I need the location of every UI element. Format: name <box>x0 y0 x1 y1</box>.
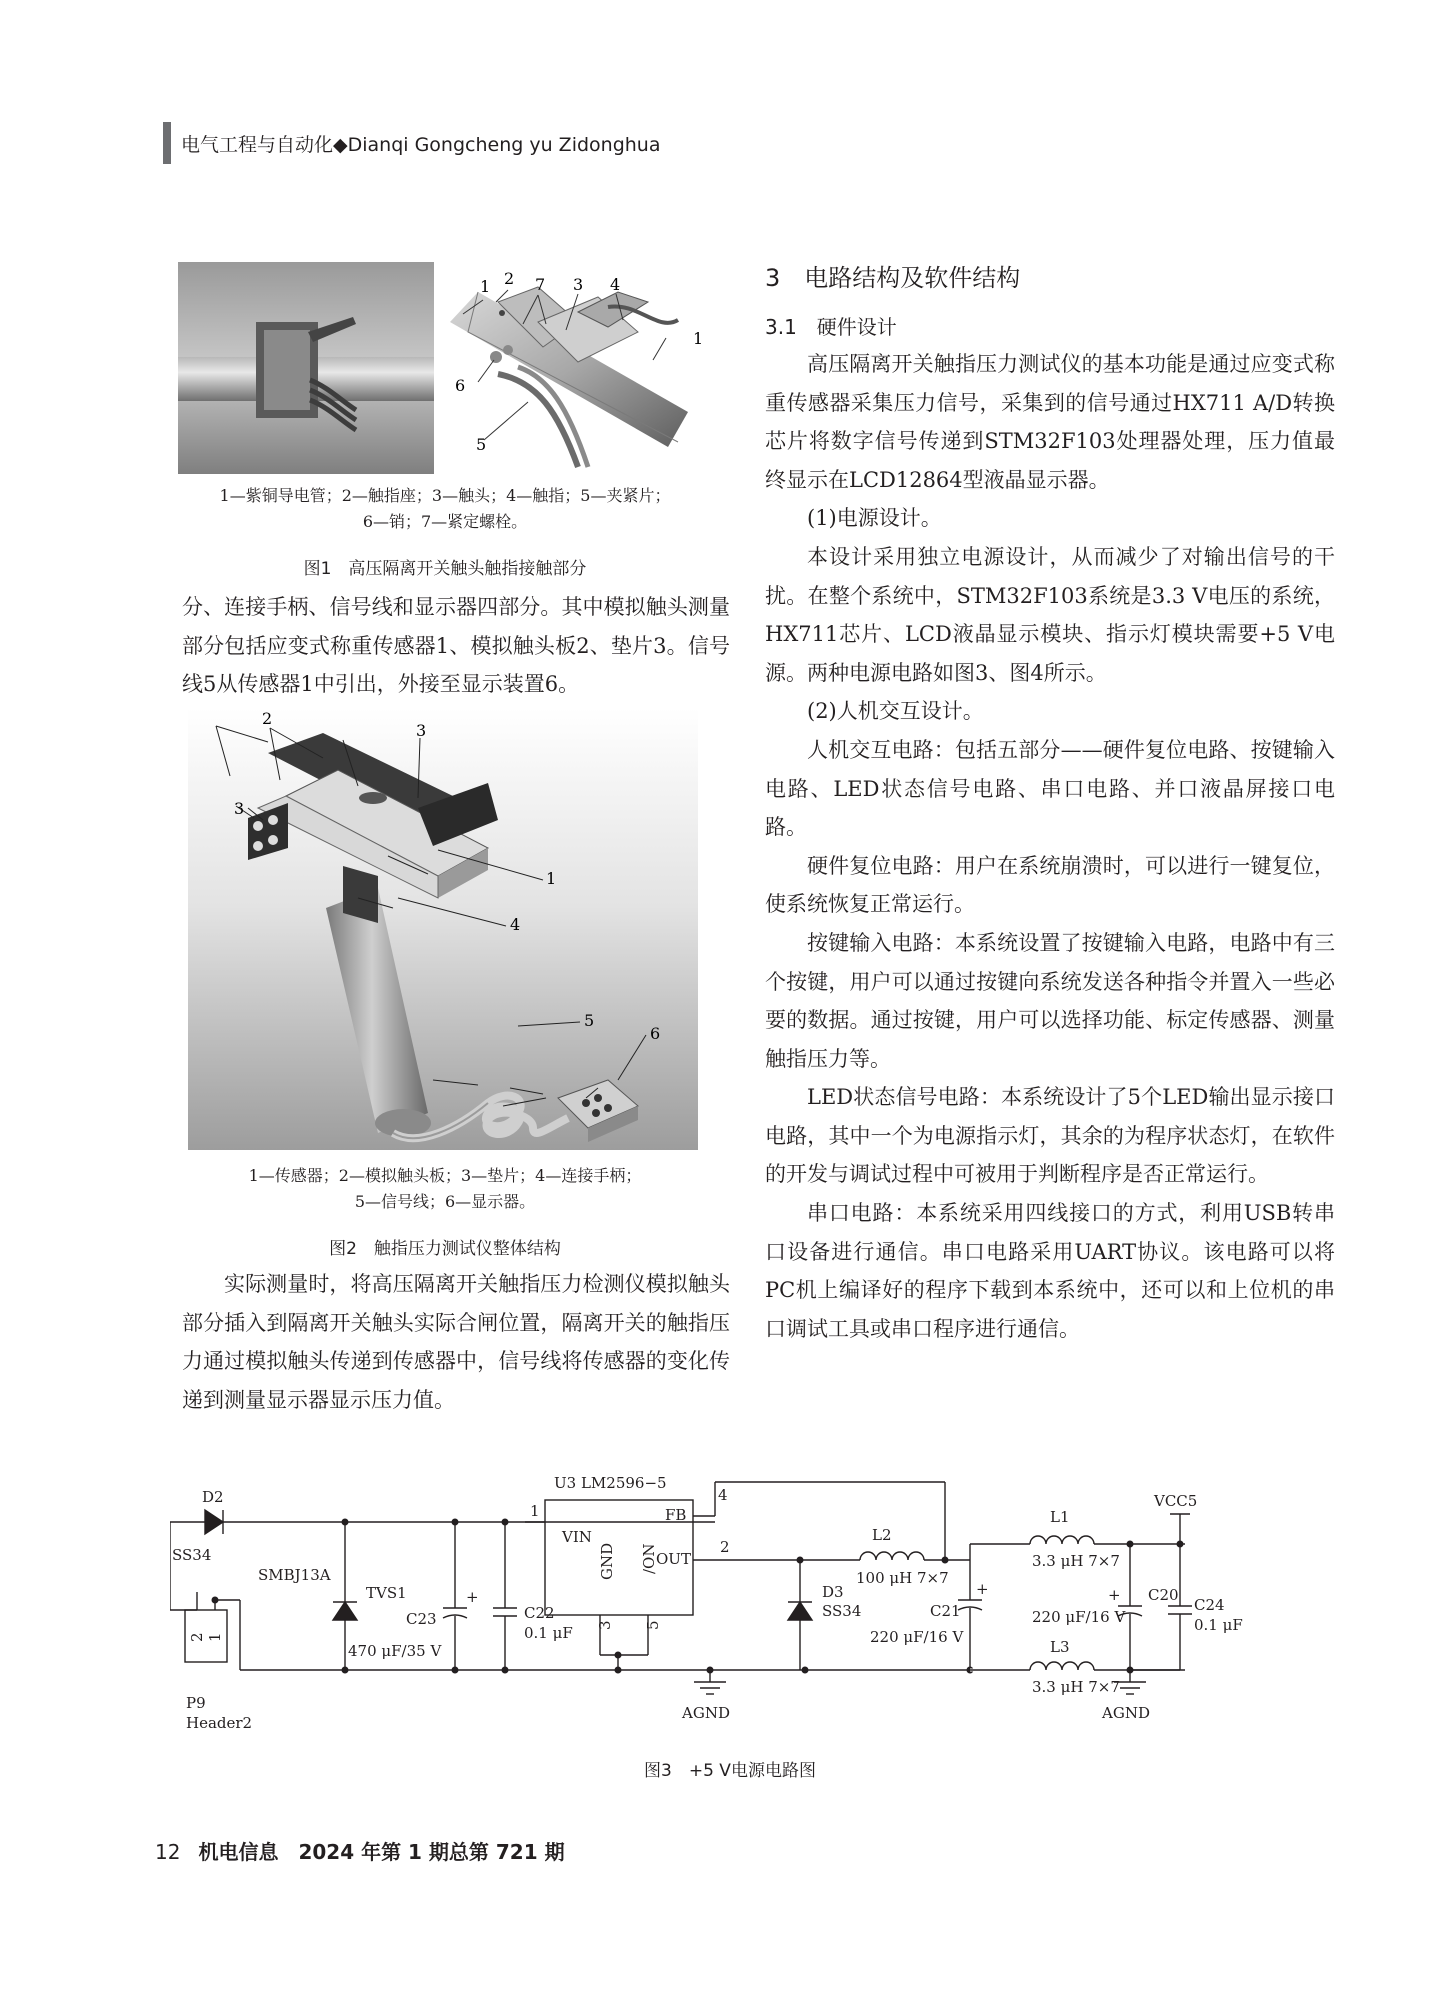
label-c21-value: 220 μF/16 V <box>870 1628 964 1646</box>
right-paragraph-9: 串口电路：本系统采用四线接口的方式，利用USB转串口设备进行通信。串口电路采用UART协议。该电路可以将PC机上编译好的程序下载到本系统中，还可以和上位机的串口调试工具或串口程序进行通信。 <box>765 1201 1335 1341</box>
label-p9: P9 <box>186 1694 206 1712</box>
label-l3-value: 3.3 μH 7×7 <box>1032 1678 1120 1696</box>
right-paragraph-6: 硬件复位电路：用户在系统崩溃时，可以进行一键复位，使系统恢复正常运行。 <box>765 853 1335 917</box>
figure3-caption: 图3 +5 V电源电路图 <box>644 1761 816 1781</box>
label-c20-plus: + <box>1108 1586 1121 1604</box>
figure1-caption: 图1 高压隔离开关触头触指接触部分 <box>303 559 587 579</box>
label-smbj13a: SMBJ13A <box>258 1566 331 1584</box>
subsection-3-1-heading: 3.1 硬件设计 <box>765 315 897 339</box>
ground-symbol-1 <box>694 1670 726 1694</box>
label-on: /ON <box>640 1543 658 1574</box>
fig1-label-7: 7 <box>535 275 546 294</box>
label-d3: D3 <box>822 1583 844 1601</box>
inductor-l2 <box>860 1552 924 1560</box>
label-l3: L3 <box>1050 1638 1070 1656</box>
label-gnd: GND <box>598 1542 616 1580</box>
label-pin4: 4 <box>718 1486 728 1504</box>
fig2-label-3b: 3 <box>234 799 245 818</box>
label-c23: C23 <box>406 1610 437 1628</box>
fig2-label-1: 1 <box>546 869 557 888</box>
figure1-note <box>160 483 730 535</box>
regulator-u3 <box>525 1500 715 1670</box>
figure1-note-line1: 1—紫铜导电管；2—触指座；3—触头；4—触指；5—夹紧片； <box>219 486 671 505</box>
left-paragraph-1: 分、连接手柄、信号线和显示器四部分。其中模拟触头测量部分包括应变式称重传感器1、模拟触头板2、垫片3。信号线5从传感器1中引出，外接至显示装置6。 <box>182 595 730 697</box>
figure3-circuit <box>170 1470 1330 1742</box>
fig1-label-4: 4 <box>610 275 621 294</box>
label-vin: VIN <box>562 1528 592 1546</box>
figure2-leaders <box>188 708 698 1150</box>
label-fb: FB <box>665 1506 687 1524</box>
label-vcc5: VCC5 <box>1154 1492 1198 1510</box>
header-p9 <box>170 1592 240 1662</box>
label-agnd-1: AGND <box>682 1704 730 1722</box>
diode-d3 <box>788 1560 812 1670</box>
right-paragraph-3: 本设计采用独立电源设计，从而减少了对输出信号的干扰。在整个系统中，STM32F103系统是3.3 V电压的系统，HX711芯片、LCD液晶显示模块、指示灯模块需要+5 V电源。两种电源电路如图3、图4所示。 <box>765 544 1335 685</box>
fig2-label-4: 4 <box>510 915 521 934</box>
label-c23-plus: + <box>466 1588 479 1606</box>
label-c23-value: 470 μF/35 V <box>348 1642 442 1660</box>
figure2-note-line2: 5—信号线；6—显示器。 <box>354 1192 536 1211</box>
figure2-note-line1: 1—传感器；2—模拟触头板；3—垫片；4—连接手柄； <box>248 1166 642 1185</box>
label-agnd-2: AGND <box>1102 1704 1150 1722</box>
running-header: 电气工程与自动化◆Dianqi Gongcheng yu Zidonghua <box>181 134 661 156</box>
label-l1: L1 <box>1050 1508 1070 1526</box>
right-paragraph-7: 按键输入电路：本系统设置了按键输入电路，电路中有三个按键，用户可以通过按键向系统发送各种指令并置入一些必要的数据。通过按键，用户可以选择功能、标定传感器、测量触指压力等。 <box>765 930 1335 1071</box>
capacitor-c21 <box>958 1560 982 1670</box>
journal-info: 机电信息 2024 年第 1 期总第 721 期 <box>198 1840 565 1864</box>
fig1-label-2: 2 <box>504 269 515 288</box>
right-paragraph-2: (1)电源设计。 <box>807 506 942 531</box>
figure1-photos <box>178 262 710 474</box>
label-l2-value: 100 μH 7×7 <box>856 1569 949 1587</box>
fig2-label-5: 5 <box>584 1011 595 1030</box>
right-column-body <box>765 345 1335 1348</box>
label-d2: D2 <box>202 1488 224 1506</box>
figure2-caption: 图2 触指压力测试仪整体结构 <box>329 1239 561 1259</box>
fig2-label-2: 2 <box>262 709 273 728</box>
fig1-label-5: 5 <box>476 435 487 454</box>
fig1-label-6: 6 <box>455 376 466 395</box>
label-c21-plus: + <box>976 1580 989 1598</box>
label-out: OUT <box>656 1550 691 1568</box>
right-paragraph-5: 人机交互电路：包括五部分——硬件复位电路、按键输入电路、LED状态信号电路、串口电路、并口液晶屏接口电路。 <box>765 737 1335 840</box>
capacitor-c22 <box>493 1522 517 1670</box>
label-u3: U3 LM2596−5 <box>554 1474 667 1492</box>
label-ss34-b: SS34 <box>822 1602 862 1620</box>
label-l2: L2 <box>872 1526 892 1544</box>
fig1-label-3: 3 <box>573 275 584 294</box>
label-p9-pin1: 1 <box>206 1632 224 1642</box>
page-footer <box>155 1836 565 1865</box>
label-c24-value: 0.1 μF <box>1194 1616 1243 1634</box>
section-3-heading: 3 电路结构及软件结构 <box>765 264 1021 292</box>
label-tvs1: TVS1 <box>366 1584 407 1602</box>
figure1-note-line2: 6—销；7—紧定螺栓。 <box>362 512 528 531</box>
label-c20-value: 220 μF/16 V <box>1032 1608 1126 1626</box>
fig1-label-1b: 1 <box>693 329 704 348</box>
inductor-l3 <box>1030 1662 1094 1674</box>
header-bar <box>163 122 171 164</box>
fig2-label-6: 6 <box>650 1024 661 1043</box>
label-p9-pin2: 2 <box>188 1632 206 1642</box>
diode-d2 <box>170 1510 715 1534</box>
right-paragraph-8: LED状态信号电路：本系统设计了5个LED输出显示接口电路，其中一个为电源指示灯，其余的为程序状态灯，在软件的开发与调试过程中可被用于判断程序是否正常运行。 <box>765 1085 1335 1187</box>
label-pin5: 5 <box>644 1620 662 1630</box>
label-c21: C21 <box>930 1602 961 1620</box>
label-ss34-a: SS34 <box>172 1546 212 1564</box>
contact-render <box>440 262 710 474</box>
label-header2: Header2 <box>186 1714 253 1732</box>
capacitor-c24 <box>1130 1544 1192 1670</box>
fig1-label-1a: 1 <box>480 277 491 296</box>
label-pin1: 1 <box>530 1502 540 1520</box>
label-c22-value: 0.1 μF <box>524 1624 573 1642</box>
label-l1-value: 3.3 μH 7×7 <box>1032 1552 1120 1570</box>
right-paragraph-1: 高压隔离开关触指压力测试仪的基本功能是通过应变式称重传感器采集压力信号，采集到的信号通过HX711 A/D转换芯片将数字信号传递到STM32F103处理器处理，压力值最终显示在LCD12864型液晶显示器。 <box>765 352 1335 492</box>
inductor-l1 <box>1030 1536 1094 1544</box>
fig2-label-3a: 3 <box>416 721 427 740</box>
label-pin2: 2 <box>720 1538 730 1556</box>
left-paragraph-2: 实际测量时，将高压隔离开关触指压力检测仪模拟触头部分插入到隔离开关触头实际合闸位置，隔离开关的触指压力通过模拟触头传递到传感器中，信号线将传感器的变化传递到测量显示器显示压力值。 <box>182 1272 730 1412</box>
label-c24: C24 <box>1194 1596 1225 1614</box>
contact-photo <box>178 262 434 474</box>
capacitor-c23 <box>443 1522 467 1670</box>
label-c20: C20 <box>1148 1586 1179 1604</box>
right-paragraph-4: (2)人机交互设计。 <box>807 699 984 724</box>
capacitor-c20 <box>1118 1544 1142 1670</box>
page-number: 12 <box>155 1840 181 1864</box>
label-pin3: 3 <box>596 1620 614 1630</box>
label-c22: C22 <box>524 1604 555 1622</box>
figure2-note <box>160 1163 730 1215</box>
